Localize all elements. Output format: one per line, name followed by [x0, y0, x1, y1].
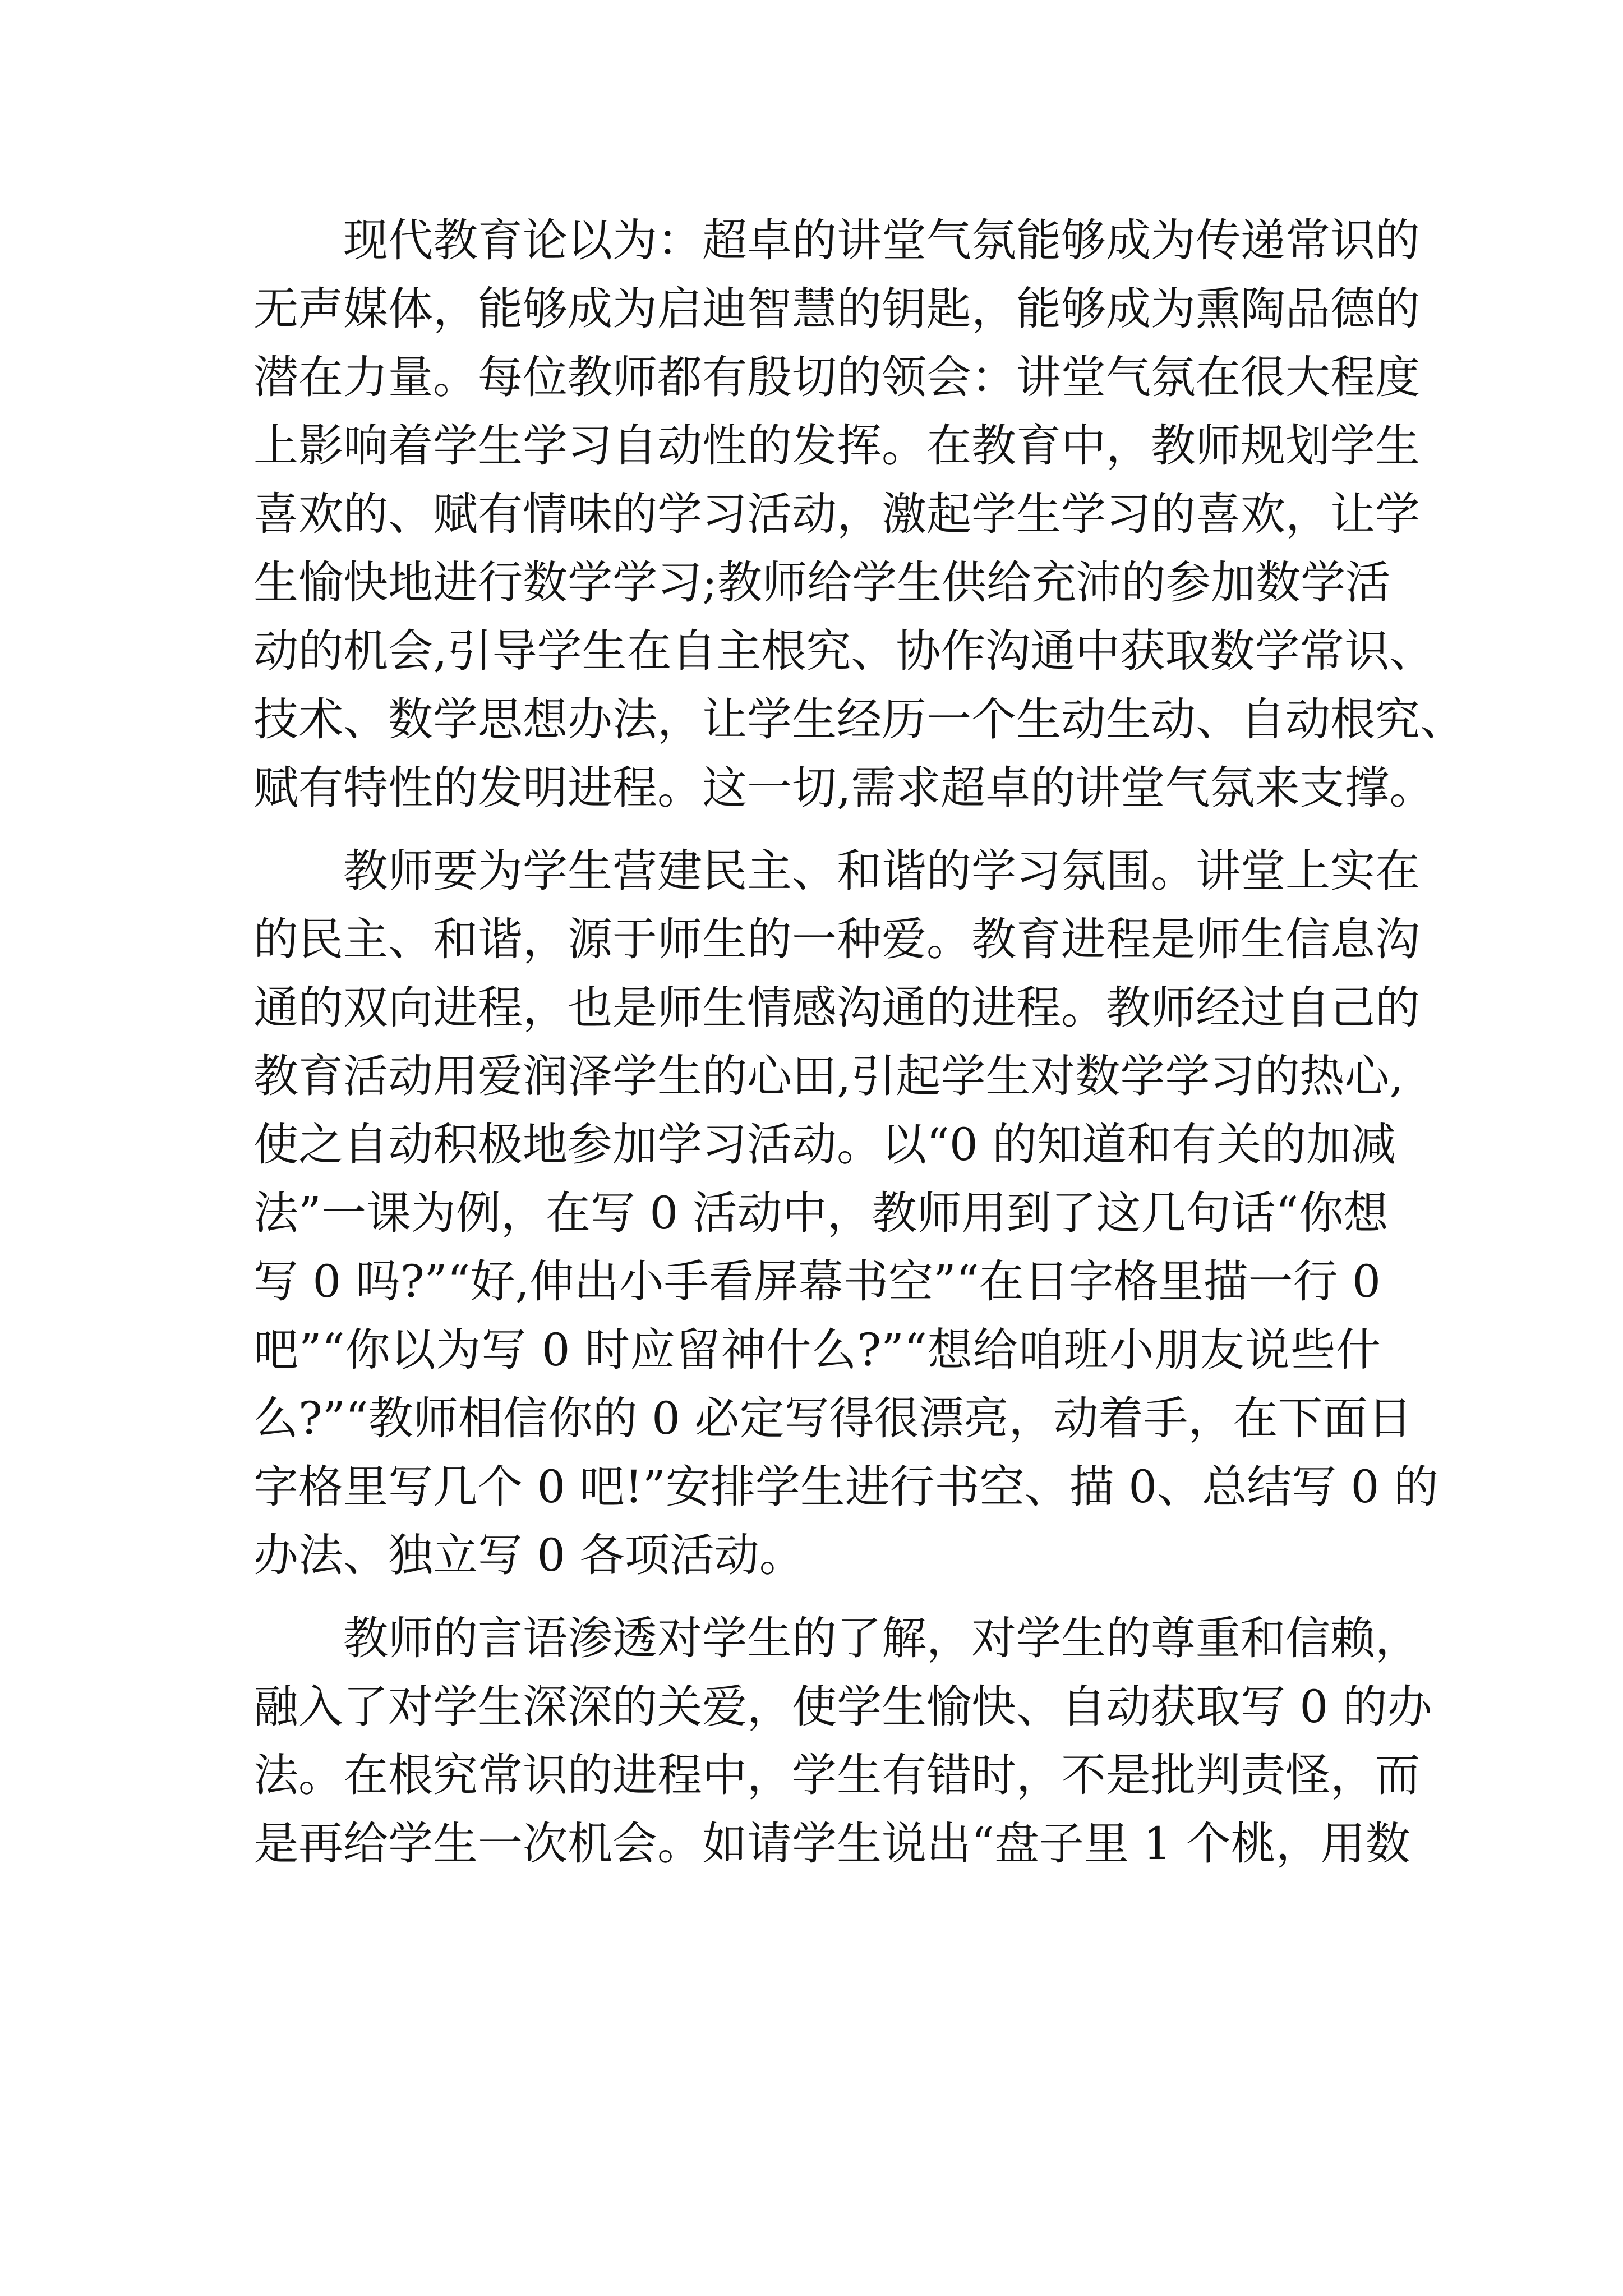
paragraph-line: 教师要为学生营建民主、和谐的学习氛围。讲堂上实在 — [343, 845, 1420, 897]
paragraph-line: 是再给学生一次机会。如请学生说出“盘子里 1 个桃，用数 — [253, 1818, 1410, 1870]
paragraph-line: 办法、独立写 0 各项活动。 — [253, 1529, 804, 1581]
paragraph-line: 的民主、和谐，源于师生的一种爱。教育进程是师生信息沟 — [253, 913, 1420, 965]
paragraph-line: 法。在根究常识的进程中，学生有错时，不是批判责怪，而 — [253, 1749, 1420, 1801]
paragraph-line: 上影响着学生学习自动性的发挥。在教育中，教师规划学生 — [253, 420, 1420, 472]
paragraph-line: 教育活动用爱润泽学生的心田,引起学生对数学学习的热心, — [253, 1050, 1404, 1102]
paragraph-1 — [253, 206, 1465, 822]
paragraph-line: 潜在力量。每位教师都有殷切的领会：讲堂气氛在很大程度 — [253, 351, 1420, 403]
paragraph-line: 无声媒体，能够成为启迪智慧的钥匙，能够成为熏陶品德的 — [253, 283, 1420, 335]
paragraph-line: 融入了对学生深深的关爱，使学生愉快、自动获取写 0 的办 — [253, 1681, 1432, 1733]
paragraph-3 — [253, 1604, 1432, 1878]
paragraph-line: 生愉快地进行数学学习;教师给学生供给充沛的参加数学活 — [253, 556, 1390, 609]
paragraph-line: 现代教育论以为：超卓的讲堂气氛能够成为传递常识的 — [343, 214, 1420, 266]
paragraph-line: 使之自动积极地参加学习活动。以“0 的知道和有关的加减 — [253, 1119, 1396, 1171]
paragraph-line: 技术、数学思想办法，让学生经历一个生动生动、自动根究、 — [253, 693, 1465, 746]
paragraph-line: 通的双向进程，也是师生情感沟通的进程。教师经过自己的 — [253, 982, 1420, 1034]
paragraph-line: 吧”“你以为写 0 时应留神什么?”“想给咱班小朋友说些什 — [253, 1324, 1381, 1376]
paragraph-line: 教师的言语渗透对学生的了解，对学生的尊重和信赖， — [343, 1612, 1420, 1664]
paragraph-line: 么?”“教师相信你的 0 必定写得很漂亮，动着手，在下面日 — [253, 1392, 1413, 1444]
paragraph-line: 动的机会,引导学生在自主根究、协作沟通中获取数学常识、 — [253, 625, 1435, 677]
paragraph-2 — [253, 837, 1438, 1590]
paragraph-line: 写 0 吗?”“好,伸出小手看屏幕书空”“在日字格里描一行 0 — [253, 1255, 1381, 1308]
body-text — [253, 206, 1465, 1893]
paragraph-line: 喜欢的、赋有情味的学习活动，激起学生学习的喜欢，让学 — [253, 488, 1420, 540]
paragraph-line: 赋有特性的发明进程。这一切,需求超卓的讲堂气氛来支撑。 — [253, 762, 1435, 814]
paragraph-line: 法”一课为例，在写 0 活动中，教师用到了这几句话“你想 — [253, 1187, 1389, 1239]
paragraph-line: 字格里写几个 0 吧!”安排学生进行书空、描 0、总结写 0 的 — [253, 1461, 1438, 1513]
